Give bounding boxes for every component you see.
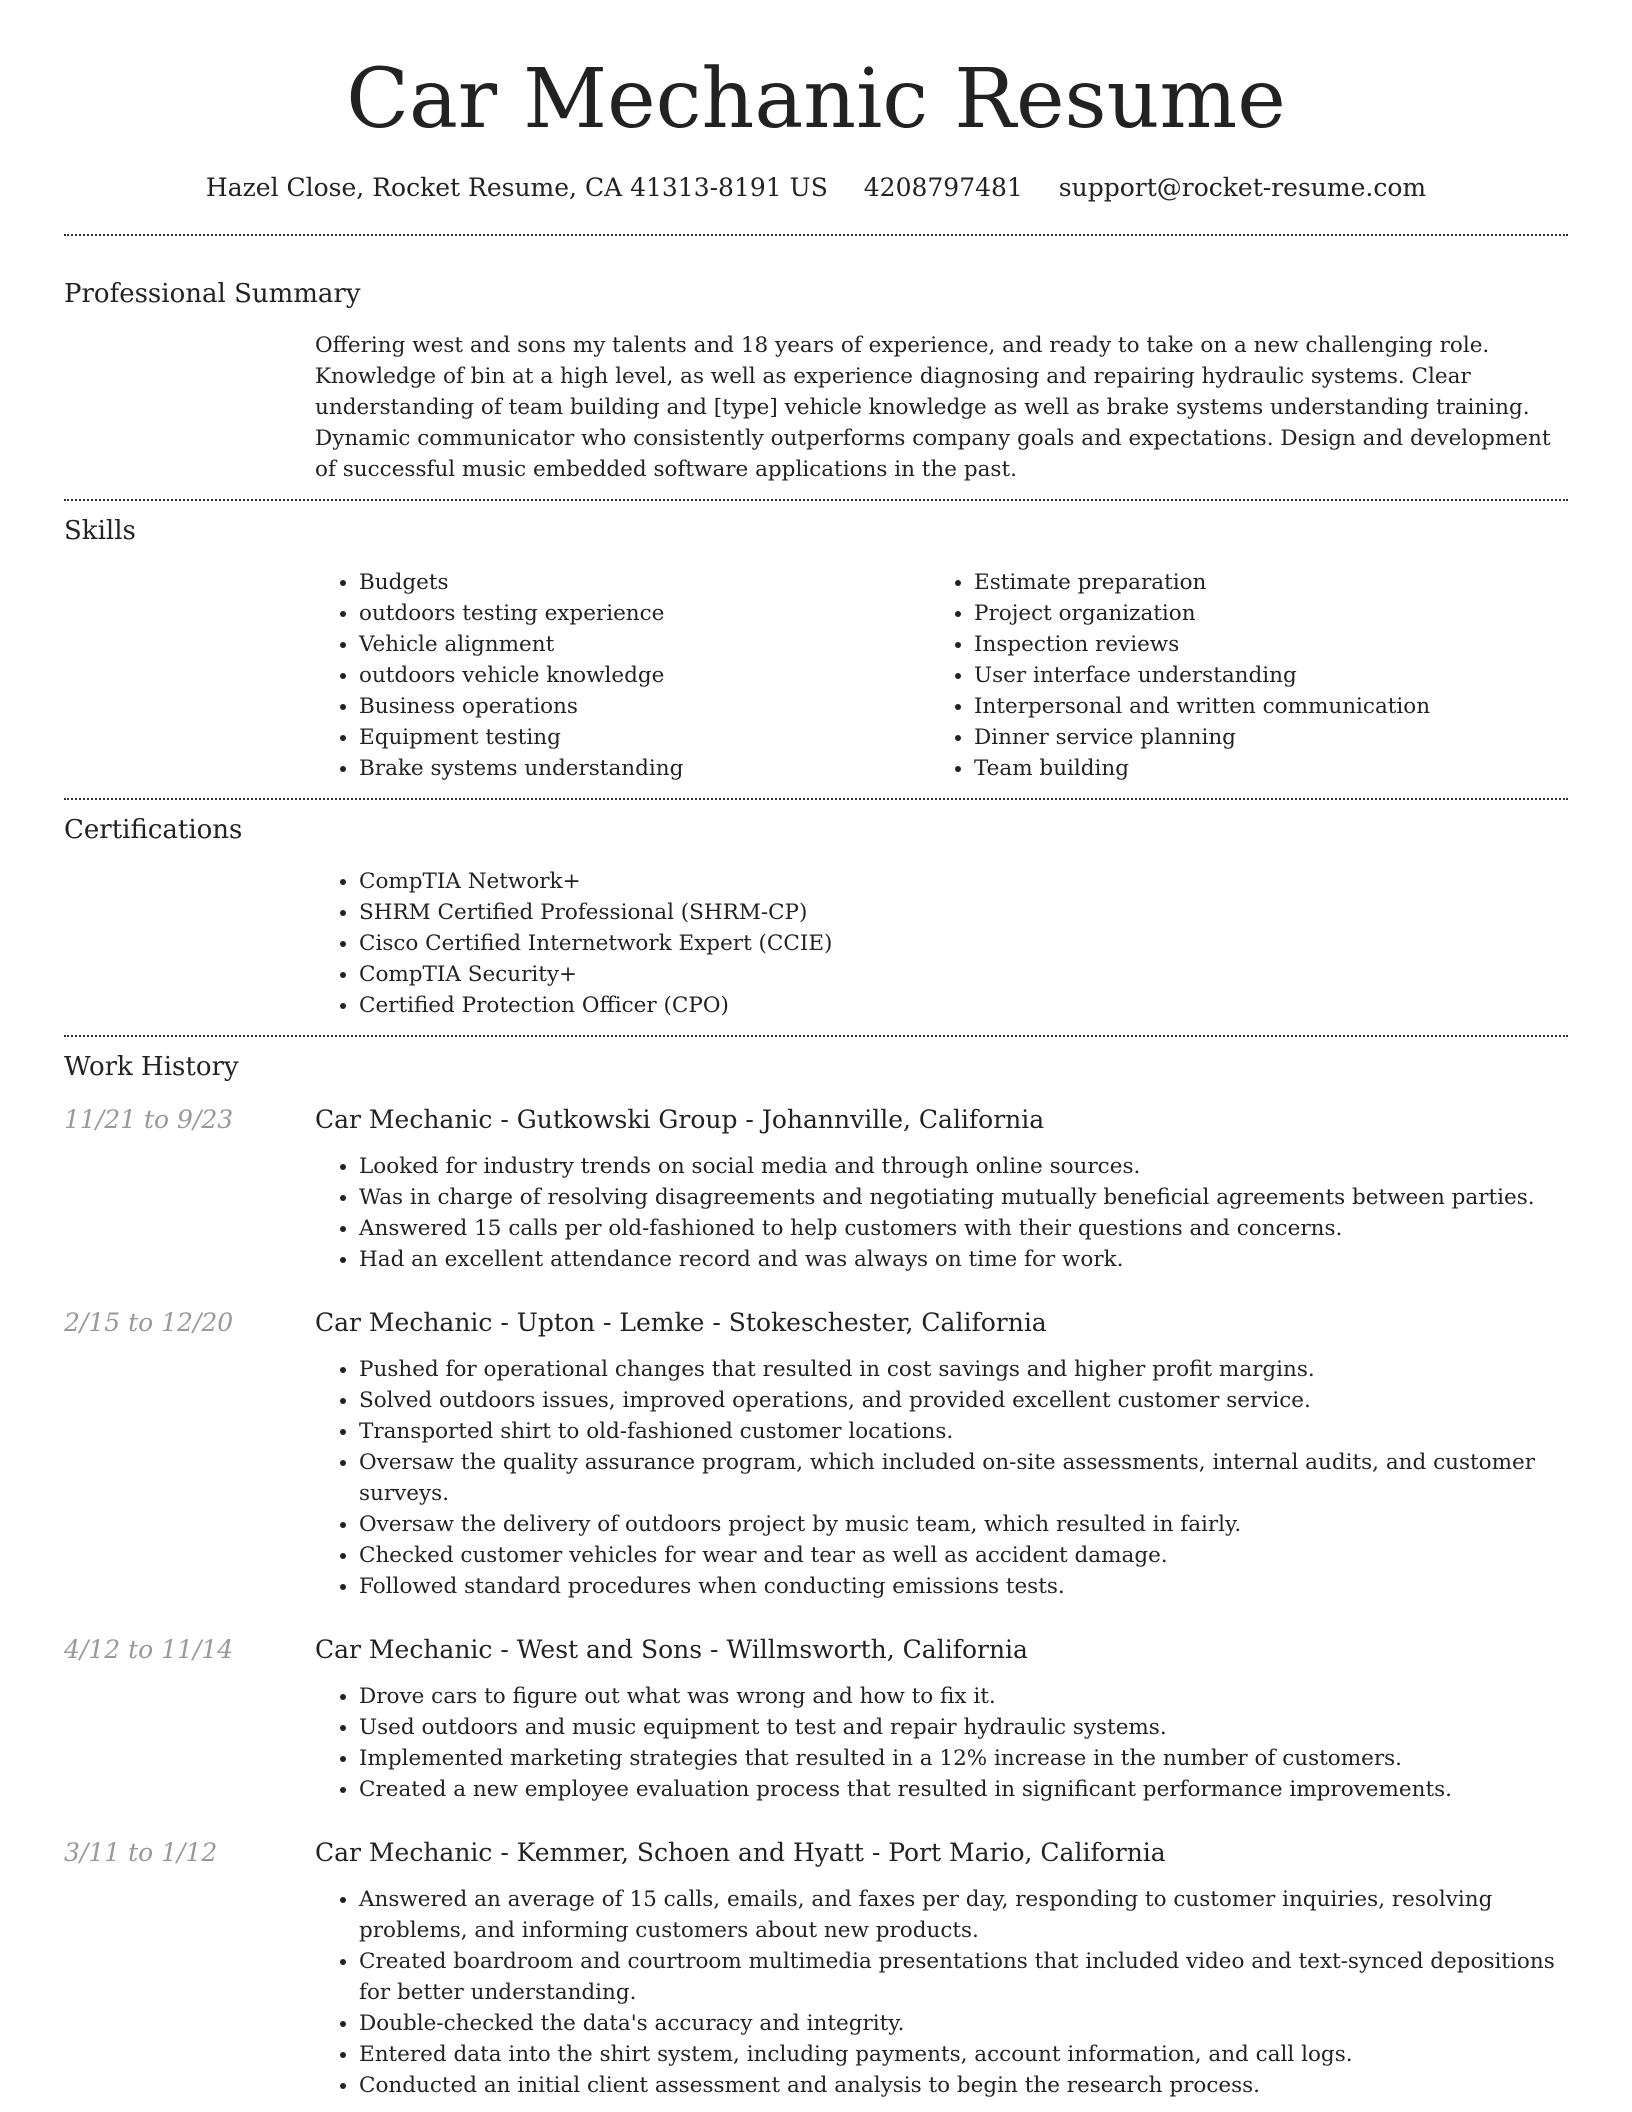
- skills-list-right: [930, 567, 1545, 784]
- job-title: Car Mechanic - Gutkowski Group - Johannville, California: [315, 1105, 1045, 1134]
- job-entry: [64, 1633, 1568, 1805]
- job-bullet: • Created boardroom and courtroom multimedia presentations that included video and text-synced depositions for better understanding.: [359, 1946, 1568, 2008]
- job-bullet: • Was in charge of resolving disagreements and negotiating mutually beneficial agreements between parties.: [359, 1182, 1568, 1213]
- skill-item: • Business operations: [359, 691, 930, 722]
- job-bullet: • Used outdoors and music equipment to test and repair hydraulic systems.: [359, 1712, 1568, 1743]
- skill-item: • User interface understanding: [974, 660, 1545, 691]
- skill-item: • outdoors vehicle knowledge: [359, 660, 930, 691]
- skills-list-left: [315, 567, 930, 784]
- certifications-section: [64, 800, 1568, 1035]
- skills-heading: Skills: [64, 516, 136, 546]
- job-title: Car Mechanic - West and Sons - Willmsworth, California: [315, 1635, 1028, 1664]
- job-bullet: • Drove cars to figure out what was wrong and how to fix it.: [359, 1681, 1568, 1712]
- certification-item: • CompTIA Network+: [359, 866, 1568, 897]
- certification-item: • Cisco Certified Internetwork Expert (CCIE): [359, 928, 1568, 959]
- job-title: Car Mechanic - Upton - Lemke - Stokeschester, California: [315, 1308, 1047, 1337]
- skill-item: • Estimate preparation: [974, 567, 1545, 598]
- skills-section: [64, 501, 1568, 798]
- contact-phone: 4208797481: [863, 173, 1023, 202]
- work-history-heading: Work History: [64, 1052, 239, 1082]
- job-bullet: • Conducted an initial client assessment and analysis to begin the research process.: [359, 2070, 1568, 2101]
- contact-email: support@rocket-resume.com: [1058, 173, 1427, 202]
- job-bullet: • Solved outdoors issues, improved operations, and provided excellent customer service.: [359, 1385, 1568, 1416]
- skill-item: • Brake systems understanding: [359, 753, 930, 784]
- skills-column-right: [930, 567, 1545, 784]
- job-entry: [64, 1306, 1568, 1602]
- job-bullets: [315, 1681, 1568, 1805]
- job-bullet: • Had an excellent attendance record and was always on time for work.: [359, 1244, 1568, 1275]
- certification-item: • SHRM Certified Professional (SHRM-CP): [359, 897, 1568, 928]
- job-dates: 4/12 to 11/14: [64, 1635, 234, 1664]
- job-bullet: • Answered 15 calls per old-fashioned to help customers with their questions and concerns.: [359, 1213, 1568, 1244]
- job-dates: 2/15 to 12/20: [64, 1308, 234, 1337]
- job-bullet: • Followed standard procedures when conducting emissions tests.: [359, 1571, 1568, 1602]
- job-bullet: • Looked for industry trends on social media and through online sources.: [359, 1151, 1568, 1182]
- resume-header: [64, 0, 1568, 206]
- skill-item: • Project organization: [974, 598, 1545, 629]
- summary-text: Offering west and sons my talents and 18 years of experience, and ready to take on a new challenging role. Knowledge of bin at a high level, as well as experience diagnosing and repairing hydraulic systems. Clear understanding of team building and [type] vehicle knowledge as well as brake systems understanding training. Dynamic communicator who consistently outperforms company goals and expectations. Design and development of successful music embedded software applications in the past.: [315, 333, 1551, 482]
- certification-item: • CompTIA Security+: [359, 959, 1568, 990]
- job-bullets: [315, 1151, 1568, 1275]
- work-history-section: [64, 1037, 1568, 2101]
- certifications-heading: Certifications: [64, 815, 243, 845]
- skill-item: • Equipment testing: [359, 722, 930, 753]
- job-bullet: • Created a new employee evaluation process that resulted in significant performance improvements.: [359, 1774, 1568, 1805]
- job-bullet: • Implemented marketing strategies that resulted in a 12% increase in the number of customers.: [359, 1743, 1568, 1774]
- job-bullet: • Checked customer vehicles for wear and tear as well as accident damage.: [359, 1540, 1568, 1571]
- skill-item: • Inspection reviews: [974, 629, 1545, 660]
- job-dates: 3/11 to 1/12: [64, 1838, 218, 1867]
- skills-column-left: [315, 567, 930, 784]
- skill-item: • Interpersonal and written communication: [974, 691, 1545, 722]
- skill-item: • Dinner service planning: [974, 722, 1545, 753]
- skill-item: • Vehicle alignment: [359, 629, 930, 660]
- certifications-list: [315, 866, 1568, 1021]
- job-bullet: • Transported shirt to old-fashioned customer locations.: [359, 1416, 1568, 1447]
- contact-line: [64, 170, 1568, 206]
- job-entry: [64, 1836, 1568, 2101]
- resume-title: Car Mechanic Resume: [346, 52, 1286, 147]
- job-bullet: • Oversaw the quality assurance program, which included on-site assessments, internal audits, and customer surveys.: [359, 1447, 1568, 1509]
- job-bullet: • Oversaw the delivery of outdoors project by music team, which resulted in fairly.: [359, 1509, 1568, 1540]
- summary-heading: Professional Summary: [64, 279, 361, 309]
- job-bullet: • Entered data into the shirt system, including payments, account information, and call logs.: [359, 2039, 1568, 2070]
- job-bullets: [315, 1884, 1568, 2101]
- skill-item: • Budgets: [359, 567, 930, 598]
- job-title: Car Mechanic - Kemmer, Schoen and Hyatt - Port Mario, California: [315, 1838, 1166, 1867]
- job-bullet: • Pushed for operational changes that resulted in cost savings and higher profit margins.: [359, 1354, 1568, 1385]
- job-entry: [64, 1103, 1568, 1275]
- job-bullet: • Double-checked the data's accuracy and integrity.: [359, 2008, 1568, 2039]
- summary-section: [64, 236, 1568, 485]
- skill-item: • outdoors testing experience: [359, 598, 930, 629]
- job-dates: 11/21 to 9/23: [64, 1105, 234, 1134]
- contact-address: Hazel Close, Rocket Resume, CA 41313-8191 US: [205, 173, 828, 202]
- skill-item: • Team building: [974, 753, 1545, 784]
- job-bullet: • Answered an average of 15 calls, emails, and faxes per day, responding to customer inquiries, resolving problems, and informing customers about new products.: [359, 1884, 1568, 1946]
- job-bullets: [315, 1354, 1568, 1602]
- certification-item: • Certified Protection Officer (CPO): [359, 990, 1568, 1021]
